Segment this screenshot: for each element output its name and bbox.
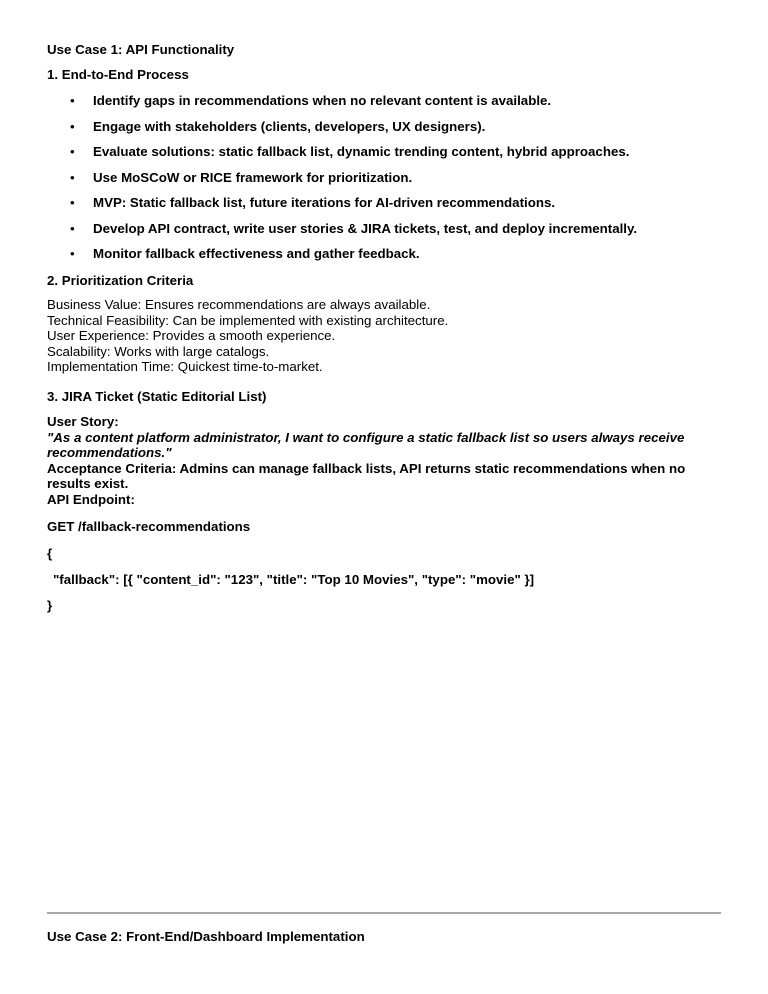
api-endpoint: GET /fallback-recommendations — [47, 519, 251, 534]
bullet-icon: • — [70, 93, 75, 108]
list-item-text: Engage with stakeholders (clients, developers, UX designers). — [93, 118, 486, 134]
criteria-line: Scalability: Works with large catalogs. — [47, 343, 270, 359]
bullet-icon: • — [70, 195, 75, 210]
bullet-icon: • — [70, 118, 75, 134]
user-story-text: "As a content platform administrator, I want to configure a static fallback list so users always receive recommendations." — [47, 429, 685, 461]
list-item-text: Identify gaps in recommendations when no relevant content is available. — [93, 93, 552, 108]
acceptance-criteria: Acceptance Criteria: Admins can manage fallback lists, API returns static recommendations when no results exist. — [47, 460, 686, 492]
list-item-text: Develop API contract, write user stories & JIRA tickets, test, and deploy incrementally. — [93, 220, 638, 236]
list-item — [47, 170, 637, 196]
bullet-icon: • — [70, 220, 75, 236]
list-item-text: MVP: Static fallback list, future iterations for AI-driven recommendations. — [93, 195, 556, 210]
json-fallback-line: "fallback": [{ "content_id": "123", "title": "Top 10 Movies", "type": "movie" }] — [53, 572, 535, 587]
list-item — [47, 119, 637, 145]
list-item — [47, 221, 637, 247]
json-open-brace: { — [47, 546, 53, 561]
list-item — [47, 93, 637, 119]
list-item-text: Monitor fallback effectiveness and gather feedback. — [93, 246, 420, 261]
list-item — [47, 246, 637, 272]
criteria-line: User Experience: Provides a smooth experience. — [47, 328, 336, 344]
criteria-block — [47, 297, 448, 375]
section-2-heading: 2. Prioritization Criteria — [47, 273, 194, 288]
bullet-icon: • — [70, 169, 75, 185]
user-story-label: User Story: — [47, 414, 119, 429]
api-endpoint-label: API Endpoint: — [47, 491, 135, 507]
list-item — [47, 195, 637, 221]
use-case-1-title: Use Case 1: API Functionality — [47, 42, 235, 57]
list-item-text: Evaluate solutions: static fallback list, dynamic trending content, hybrid approaches. — [93, 144, 630, 159]
jira-ticket — [47, 414, 719, 508]
criteria-line: Business Value: Ensures recommendations are always available. — [47, 297, 431, 312]
criteria-line: Implementation Time: Quickest time-to-market. — [47, 359, 323, 375]
list-item — [47, 144, 637, 170]
json-close-brace: } — [47, 598, 53, 613]
criteria-line: Technical Feasibility: Can be implemented with existing architecture. — [47, 312, 449, 328]
list-item-text: Use MoSCoW or RICE framework for prioritization. — [93, 169, 413, 185]
section-3-heading: 3. JIRA Ticket (Static Editorial List) — [47, 389, 267, 404]
use-case-2-title: Use Case 2: Front-End/Dashboard Implementation — [47, 929, 365, 944]
horizontal-divider — [47, 912, 721, 914]
bullet-icon: • — [70, 144, 75, 159]
process-list — [47, 93, 637, 272]
section-1-heading: 1. End-to-End Process — [47, 67, 189, 82]
bullet-icon: • — [70, 246, 75, 261]
